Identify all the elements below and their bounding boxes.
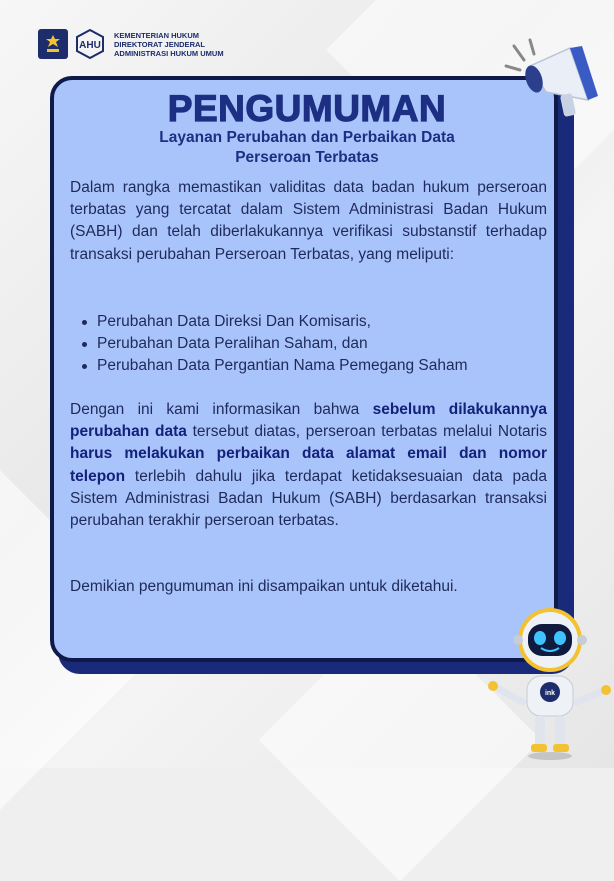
ahu-logo <box>74 28 106 60</box>
body-paragraph <box>70 399 547 532</box>
body-text-2: tersebut diatas, perseroan terbatas melalui Notaris <box>192 423 547 441</box>
change-type-list <box>80 311 468 378</box>
body-bold-2: harus melakukan perbaikan data alamat email dan nomor telepon <box>70 445 547 485</box>
chest-label: ink <box>544 690 556 697</box>
header <box>38 28 224 60</box>
subtitle-line-2: Perseroan Terbatas <box>235 149 379 166</box>
org-line-2: DIREKTORAT JENDERAL <box>114 39 205 49</box>
list-item: Perubahan Data Pergantian Nama Pemegang Saham <box>80 355 468 377</box>
body-bold-1: sebelum dilakukannya perubahan data <box>70 401 547 441</box>
org-line-1: KEMENTERIAN HUKUM <box>114 30 199 40</box>
intro-paragraph: Dalam rangka memastikan validitas data badan hukum perseroan terbatas yang tercatat dalam Sistem Administrasi Badan Hukum (SABH) dan telah diberlakukannya verifikasi substanstif terhadap transaksi perubahan Perseroan Terbatas, yang meliputi: <box>70 179 547 263</box>
ministry-emblem <box>38 29 68 59</box>
list-item: Perubahan Data Peralihan Saham, dan <box>80 333 468 355</box>
subtitle <box>0 128 614 168</box>
list-item: Perubahan Data Direksi Dan Komisaris, <box>80 311 468 333</box>
ahu-logo-text: AHU <box>79 40 101 51</box>
robot-mascot <box>487 606 613 762</box>
body-text-3: terlebih dahulu jika terdapat ketidaksesuaian data pada Sistem Administrasi Badan Hukum (SABH) berdasarkan transaksi perubahan terakhir perseroan terbatas. <box>70 467 547 530</box>
closing-paragraph: Demikian pengumuman ini disampaikan untuk diketahui. <box>70 578 458 595</box>
organization-name <box>114 31 224 58</box>
body-text-1: Dengan ini kami informasikan bahwa <box>70 401 360 418</box>
org-line-3: ADMINISTRASI HUKUM UMUM <box>114 48 224 58</box>
subtitle-line-1: Layanan Perubahan dan Perbaikan Data <box>159 129 455 146</box>
page-title: PENGUMUMAN <box>167 88 447 129</box>
